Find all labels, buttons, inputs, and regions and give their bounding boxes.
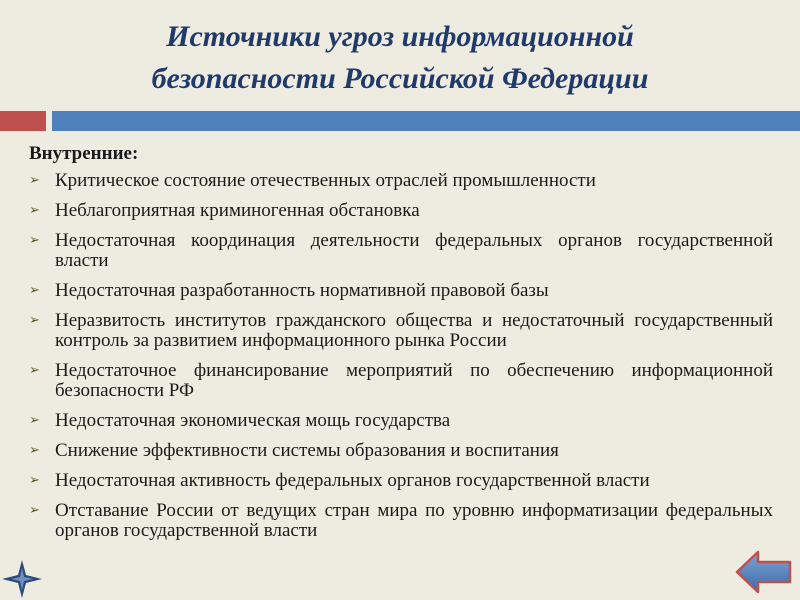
list-item-text: Снижение эффективности системы образования и воспитания bbox=[55, 440, 559, 461]
back-arrow-button[interactable] bbox=[734, 548, 794, 596]
arrow-bullet-icon: ➢ bbox=[29, 313, 40, 328]
list-item-text: Неразвитость институтов гражданского общества и недостаточный государственный контроль за развитием информационного рынка России bbox=[55, 310, 773, 351]
list-item-text: Недостаточная координация деятельности федеральных органов государственной власти bbox=[55, 230, 773, 271]
slide-title bbox=[40, 16, 760, 100]
list-item bbox=[29, 411, 773, 431]
arrow-bullet-icon: ➢ bbox=[29, 413, 40, 428]
accent-bar-red bbox=[0, 111, 46, 131]
list-item bbox=[29, 201, 773, 221]
list-item-text: Недостаточное финансирование мероприятий по обеспечению информационной безопасности РФ bbox=[55, 360, 773, 401]
list-item-text: Неблагоприятная криминогенная обстановка bbox=[55, 200, 420, 221]
threat-list bbox=[29, 171, 773, 541]
list-item bbox=[29, 361, 773, 401]
list-item bbox=[29, 281, 773, 301]
content-area bbox=[29, 143, 773, 551]
list-item bbox=[29, 171, 773, 191]
back-arrow-icon bbox=[737, 552, 790, 592]
arrow-bullet-icon: ➢ bbox=[29, 363, 40, 378]
slide-title-line-1: Источники угроз информационной bbox=[166, 20, 634, 53]
arrow-bullet-icon: ➢ bbox=[29, 233, 40, 248]
list-item bbox=[29, 441, 773, 461]
arrow-bullet-icon: ➢ bbox=[29, 473, 40, 488]
list-item bbox=[29, 501, 773, 541]
arrow-bullet-icon: ➢ bbox=[29, 443, 40, 458]
slide-title-line-2: безопасности Российской Федерации bbox=[151, 62, 649, 95]
list-item-text: Отставание России от ведущих стран мира по уровню информатизации федеральных органов государственной власти bbox=[55, 500, 773, 541]
accent-bar-blue bbox=[52, 111, 800, 131]
arrow-bullet-icon: ➢ bbox=[29, 173, 40, 188]
list-item bbox=[29, 231, 773, 271]
list-item-text: Недостаточная разработанность нормативной правовой базы bbox=[55, 280, 549, 301]
list-item bbox=[29, 311, 773, 351]
arrow-bullet-icon: ➢ bbox=[29, 283, 40, 298]
compass-star-icon bbox=[0, 558, 44, 600]
list-item-text: Недостаточная активность федеральных органов государственной власти bbox=[55, 470, 650, 491]
list-item-text: Недостаточная экономическая мощь государства bbox=[55, 410, 451, 431]
list-item bbox=[29, 471, 773, 491]
list-item-text: Критическое состояние отечественных отраслей промышленности bbox=[55, 170, 596, 191]
arrow-bullet-icon: ➢ bbox=[29, 503, 40, 518]
section-heading: Внутренние: bbox=[29, 143, 139, 164]
arrow-bullet-icon: ➢ bbox=[29, 203, 40, 218]
